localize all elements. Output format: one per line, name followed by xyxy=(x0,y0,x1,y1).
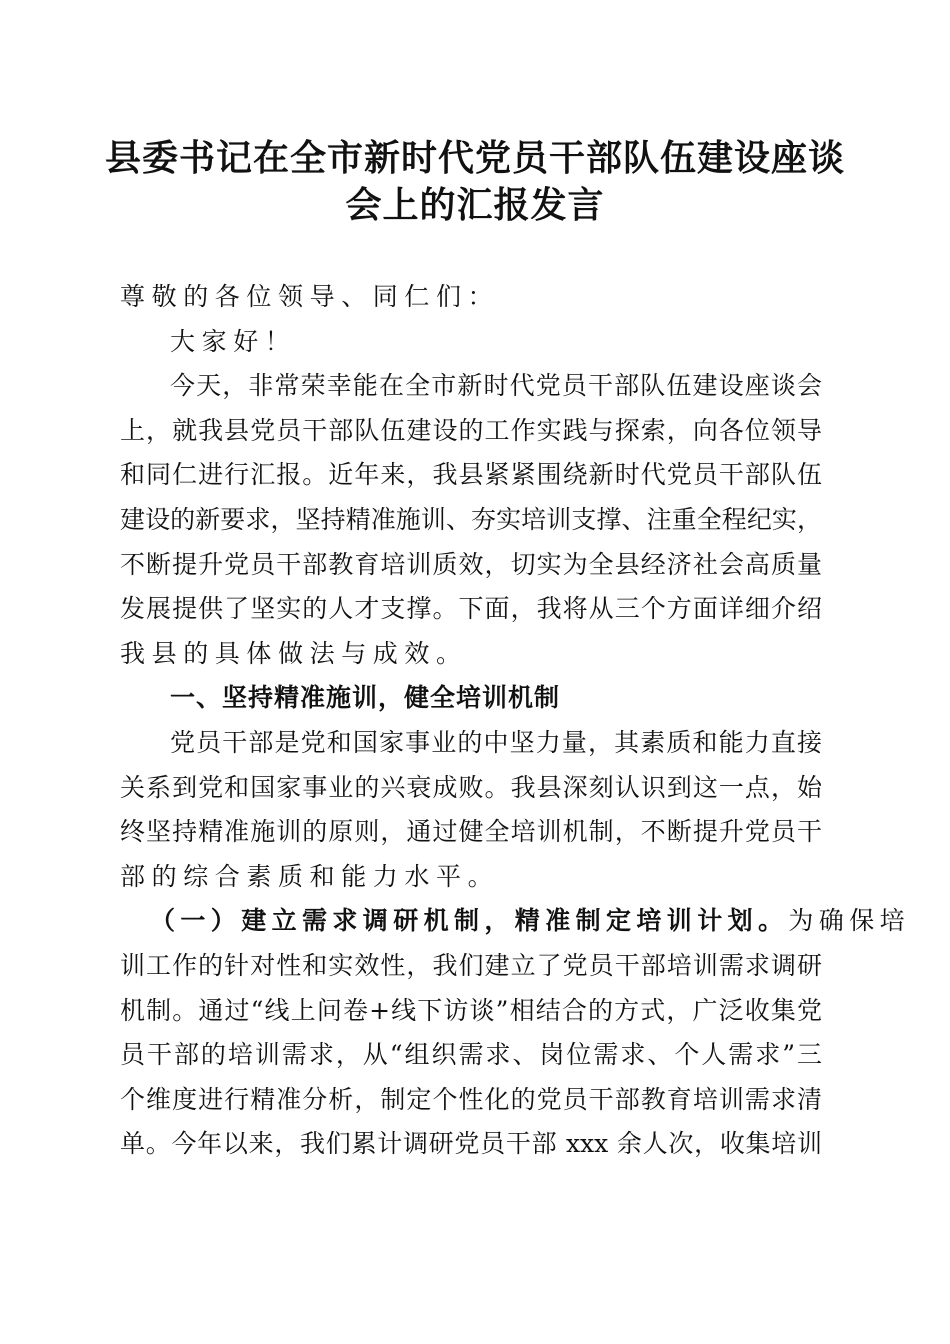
document-body xyxy=(120,275,911,1167)
text-line: 我县的具体做法与成效。 xyxy=(120,638,468,668)
text-line: 发展提供了坚实的人才支撑。下面，我将从三个方面详细介绍 xyxy=(120,594,822,624)
title-line-1: 县委书记在全市新时代党员干部队伍建设座谈 xyxy=(104,137,845,179)
text-line: 今天，非常荣幸能在全市新时代党员干部队伍建设座谈会 xyxy=(170,371,822,401)
text-line: 终坚持精准施训的原则，通过健全培训机制，不断提升党员干 xyxy=(120,817,822,847)
text-span: 为确保培 xyxy=(788,906,911,936)
subsection-heading: （一）建立需求调研机制，精准制定培训计划。 xyxy=(150,906,789,936)
text-line: 训工作的针对性和实效性，我们建立了党员干部培训需求调研 xyxy=(120,950,822,980)
text-line: 员干部的培训需求，从“组织需求、岗位需求、个人需求”三 xyxy=(120,1040,822,1070)
greeting: 大家好！ xyxy=(170,326,297,356)
subsection-paragraph xyxy=(120,899,911,1167)
text-line: 和同仁进行汇报。近年来，我县紧紧围绕新时代党员干部队伍 xyxy=(120,460,822,490)
title-line-2: 会上的汇报发言 xyxy=(345,184,605,226)
text-line: 单。今年以来，我们累计调研党员干部 xxx 余人次，收集培训 xyxy=(120,1129,822,1159)
text-line: 党员干部是党和国家事业的中坚力量，其素质和能力直接 xyxy=(170,727,822,757)
section-paragraph xyxy=(120,721,822,899)
intro-paragraph xyxy=(120,364,822,676)
text-line: 个维度进行精准分析，制定个性化的党员干部教育培训需求清 xyxy=(120,1084,822,1114)
section-heading: 一、坚持精准施训，健全培训机制 xyxy=(170,683,561,713)
text-line: 不断提升党员干部教育培训质效，切实为全县经济社会高质量 xyxy=(120,549,822,579)
salutation: 尊敬的各位领导、同仁们： xyxy=(120,282,500,311)
text-line: 关系到党和国家事业的兴衰成败。我县深刻认识到这一点，始 xyxy=(120,772,822,802)
text-line: 建设的新要求，坚持精准施训、夯实培训支撑、注重全程纪实， xyxy=(120,504,822,534)
text-line: 上，就我县党员干部队伍建设的工作实践与探索，向各位领导 xyxy=(120,415,822,445)
document-title xyxy=(100,135,850,229)
text-line: 机制。通过“线上问卷+线下访谈”相结合的方式，广泛收集党 xyxy=(120,995,822,1025)
text-line: 部的综合素质和能力水平。 xyxy=(120,861,500,891)
text-line xyxy=(120,899,911,944)
